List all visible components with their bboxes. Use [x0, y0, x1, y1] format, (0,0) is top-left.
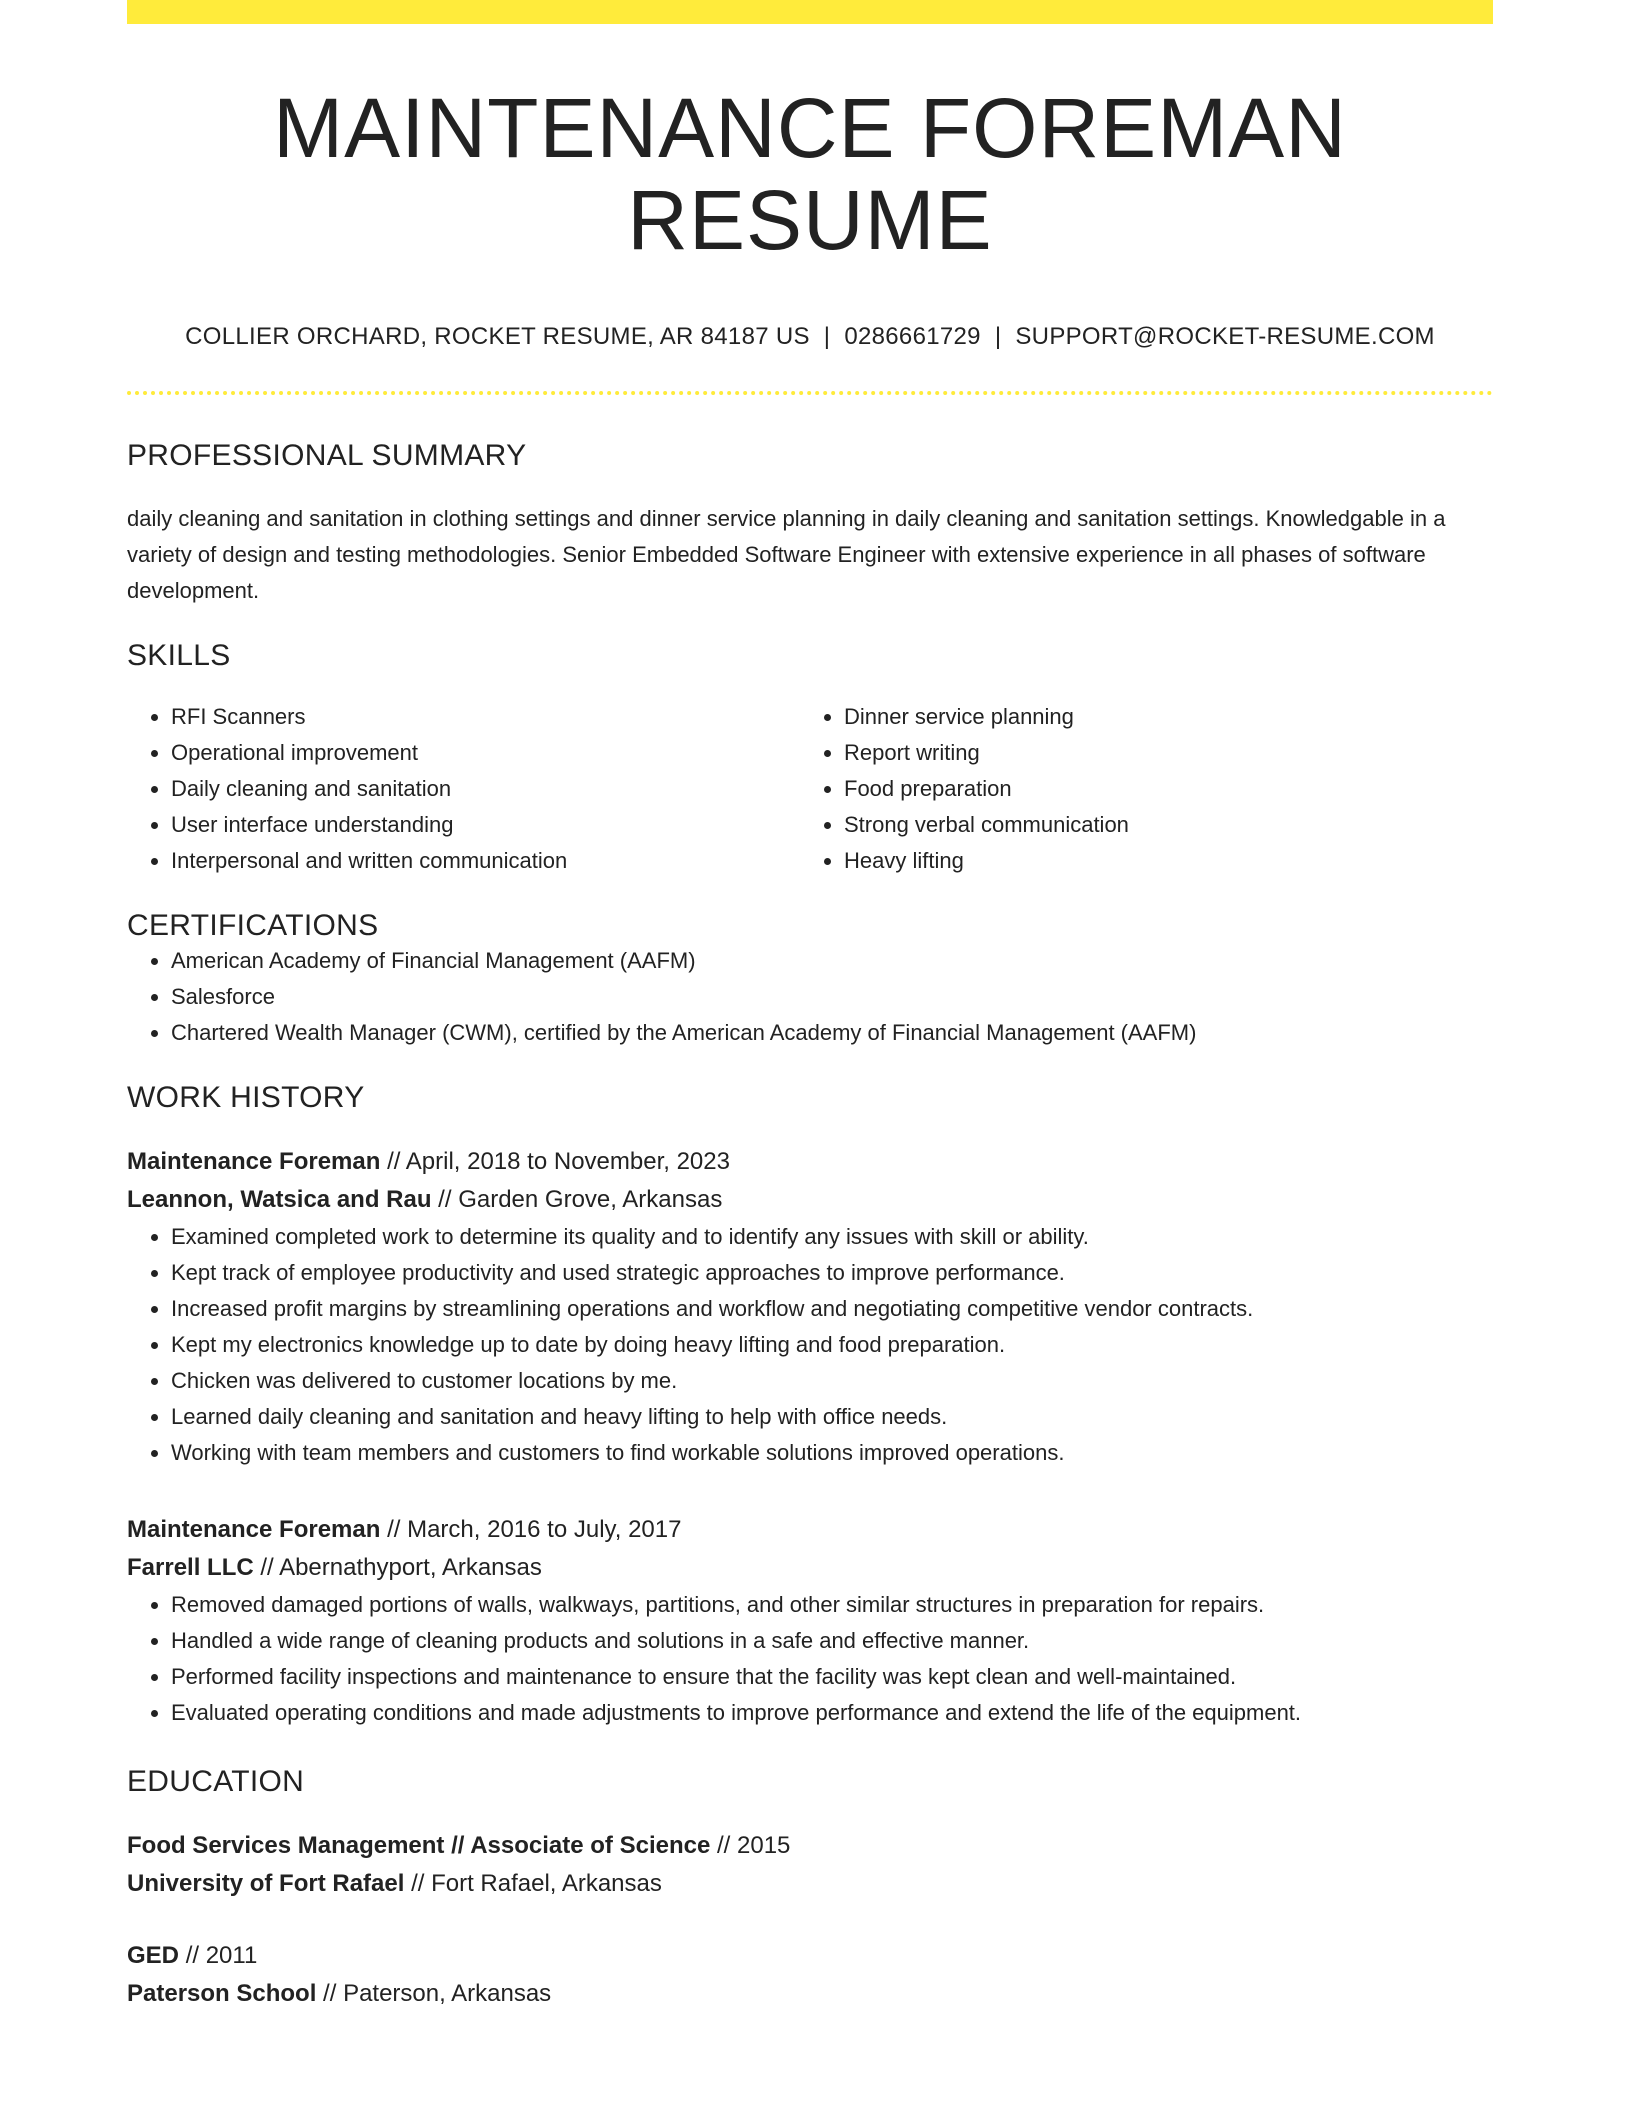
- accent-top-bar: [127, 0, 1493, 24]
- dotted-divider: [127, 391, 1493, 395]
- degree-line: [127, 1937, 1493, 1975]
- contact-separator: |: [994, 322, 1002, 350]
- job-title: Maintenance Foreman: [127, 1515, 381, 1543]
- degree: GED: [127, 1941, 180, 1969]
- job-duty: • Increased profit margins by streamlining operations and workflow and negotiating competitive vendor contracts.: [171, 1291, 1493, 1327]
- skill-item: • Heavy lifting: [844, 843, 1473, 879]
- skill-item: • Dinner service planning: [844, 699, 1473, 735]
- job-company: Leannon, Watsica and Rau: [127, 1185, 432, 1213]
- skills-list-left: [127, 699, 800, 879]
- summary-text: daily cleaning and sanitation in clothing settings and dinner service planning in daily cleaning and sanitation settings. Knowledgable in a variety of design and testing methodologies. Senior Embedded Software Engineer with extensive experience in all phases of software development.: [127, 505, 1446, 603]
- job-duties-list: [127, 1219, 1493, 1471]
- certifications-heading: CERTIFICATIONS: [127, 908, 379, 942]
- skill-item: • Daily cleaning and sanitation: [171, 771, 800, 807]
- separator: //: [387, 1147, 401, 1175]
- job-title-line: [127, 1143, 1493, 1181]
- skill-item: • Interpersonal and written communication: [171, 843, 800, 879]
- education-heading: EDUCATION: [127, 1764, 305, 1798]
- school-location: Paterson, Arkansas: [343, 1979, 552, 2007]
- separator: //: [260, 1553, 274, 1581]
- skills-list-right: [800, 699, 1473, 879]
- contact-address: COLLIER ORCHARD, ROCKET RESUME, AR 84187 US: [185, 322, 810, 350]
- skills-heading: SKILLS: [127, 638, 231, 672]
- job-company-line: [127, 1549, 1493, 1587]
- contact-line: [127, 323, 1493, 351]
- contact-separator: |: [823, 322, 831, 350]
- separator: //: [387, 1515, 401, 1543]
- job-duty: • Removed damaged portions of walls, walkways, partitions, and other similar structures in preparation for repairs.: [171, 1587, 1493, 1623]
- skill-item: • Report writing: [844, 735, 1473, 771]
- job-duty: • Handled a wide range of cleaning products and solutions in a safe and effective manner.: [171, 1623, 1493, 1659]
- job-company-line: [127, 1181, 1493, 1219]
- school-location: Fort Rafael, Arkansas: [431, 1869, 662, 1897]
- degree: Food Services Management // Associate of Science: [127, 1831, 711, 1859]
- separator: //: [411, 1869, 425, 1897]
- job-location: Garden Grove, Arkansas: [458, 1185, 723, 1213]
- contact-phone: 0286661729: [844, 322, 981, 350]
- separator: //: [438, 1185, 452, 1213]
- skill-item: • Strong verbal communication: [844, 807, 1473, 843]
- skill-item: • Food preparation: [844, 771, 1473, 807]
- contact-email: SUPPORT@ROCKET-RESUME.COM: [1015, 322, 1435, 350]
- job-title-line: [127, 1511, 1493, 1549]
- skill-item: • RFI Scanners: [171, 699, 800, 735]
- separator: //: [323, 1979, 337, 2007]
- job-title: Maintenance Foreman: [127, 1147, 381, 1175]
- graduation-year: 2015: [737, 1831, 791, 1859]
- resume-title: MAINTENANCE FOREMAN RESUME: [273, 81, 1347, 268]
- job-duty: • Chicken was delivered to customer locations by me.: [171, 1363, 1493, 1399]
- job-entry: [127, 1511, 1493, 1731]
- job-duties-list: [127, 1587, 1493, 1731]
- job-location: Abernathyport, Arkansas: [279, 1553, 542, 1581]
- degree-line: [127, 1827, 1493, 1865]
- job-entry: [127, 1143, 1493, 1471]
- skill-item: • Operational improvement: [171, 735, 800, 771]
- school-line: [127, 1975, 1493, 2013]
- skills-columns: [127, 699, 1493, 879]
- job-duty: • Evaluated operating conditions and made adjustments to improve performance and extend the life of the equipment.: [171, 1695, 1493, 1731]
- job-duty: • Learned daily cleaning and sanitation and heavy lifting to help with office needs.: [171, 1399, 1493, 1435]
- skills-column-left: [127, 699, 800, 879]
- education-entry: [127, 1827, 1493, 1903]
- job-duty: • Kept track of employee productivity and used strategic approaches to improve performance.: [171, 1255, 1493, 1291]
- education-entry: [127, 1937, 1493, 2013]
- job-dates: March, 2016 to July, 2017: [407, 1515, 682, 1543]
- separator: //: [716, 1831, 731, 1859]
- certifications-list: [127, 943, 1493, 1051]
- graduation-year: 2011: [205, 1941, 258, 1969]
- skills-column-right: [800, 699, 1473, 879]
- certification-item: • American Academy of Financial Management (AAFM): [171, 943, 1493, 979]
- certification-item: • Chartered Wealth Manager (CWM), certified by the American Academy of Financial Management (AAFM): [171, 1015, 1493, 1051]
- separator: //: [185, 1941, 200, 1969]
- job-duty: • Examined completed work to determine its quality and to identify any issues with skill or ability.: [171, 1219, 1493, 1255]
- school-name: University of Fort Rafael: [127, 1869, 405, 1897]
- skill-item: • User interface understanding: [171, 807, 800, 843]
- certification-item: • Salesforce: [171, 979, 1493, 1015]
- school-line: [127, 1865, 1493, 1903]
- job-dates: April, 2018 to November, 2023: [405, 1147, 730, 1175]
- work-history-heading: WORK HISTORY: [127, 1080, 365, 1114]
- job-duty: • Working with team members and customers to find workable solutions improved operations.: [171, 1435, 1493, 1471]
- resume-page: [127, 0, 1493, 2013]
- summary-heading: PROFESSIONAL SUMMARY: [127, 438, 527, 472]
- job-duty: • Kept my electronics knowledge up to date by doing heavy lifting and food preparation.: [171, 1327, 1493, 1363]
- school-name: Paterson School: [127, 1979, 317, 2007]
- job-company: Farrell LLC: [127, 1553, 254, 1581]
- job-duty: • Performed facility inspections and maintenance to ensure that the facility was kept clean and well-maintained.: [171, 1659, 1493, 1695]
